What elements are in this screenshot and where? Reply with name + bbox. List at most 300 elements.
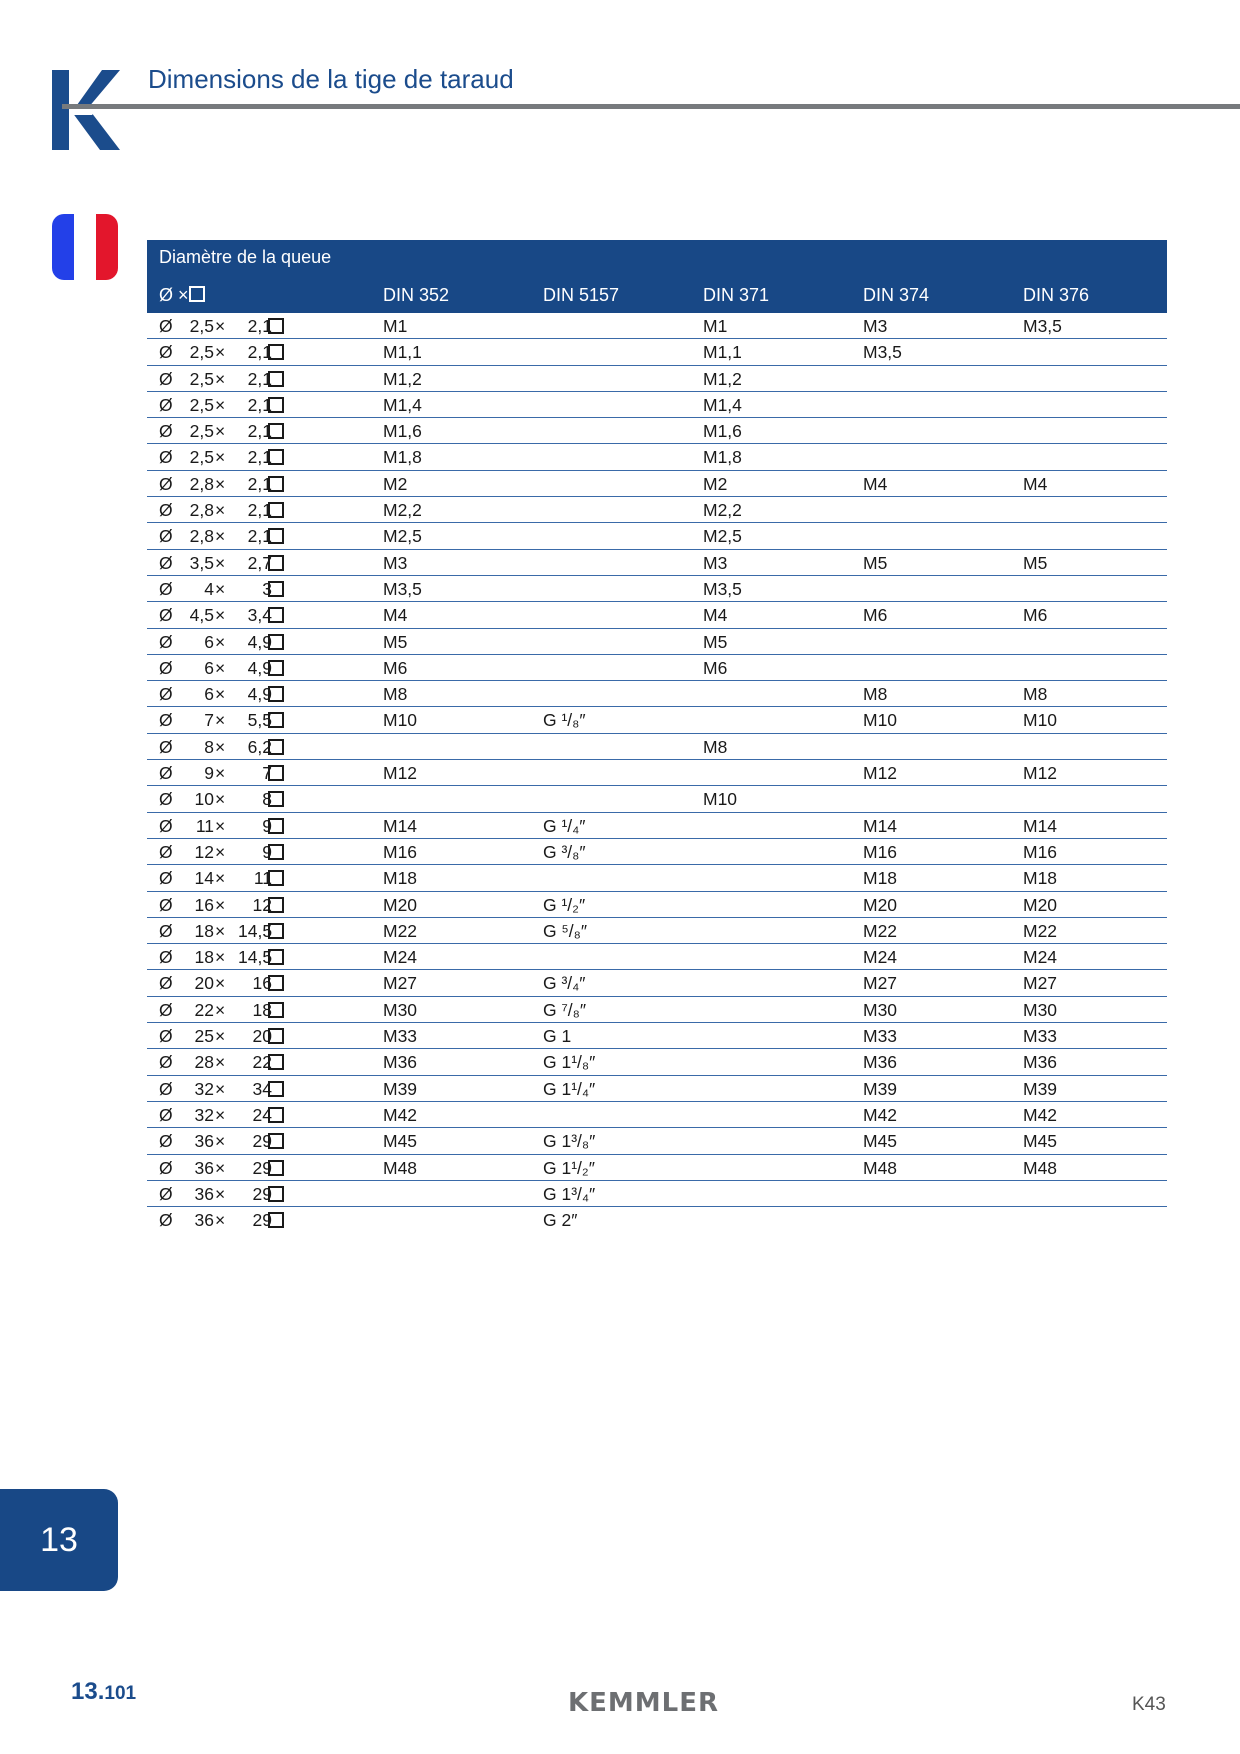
column-header-din371: DIN 371 — [703, 285, 770, 305]
din376-cell: M3,5 — [1023, 316, 1062, 336]
square-icon — [268, 555, 284, 576]
square-size: 16 — [252, 973, 272, 994]
din376-cell: M5 — [1023, 552, 1048, 573]
square-size: 29 — [252, 1183, 272, 1204]
din352-cell: M1 — [383, 316, 408, 336]
table-row — [147, 1102, 1167, 1128]
times-symbol: × — [215, 868, 226, 889]
shank-diameter: 32 — [194, 1104, 214, 1125]
din352-cell: M48 — [383, 1157, 418, 1178]
shank-diameter: 6 — [204, 631, 214, 652]
shank-diameter: 36 — [194, 1210, 214, 1231]
din5157-cell: G 1³/₈″ — [543, 1131, 596, 1152]
din352-cell: M1,8 — [383, 447, 422, 468]
square-icon — [268, 607, 284, 628]
din371-cell: M3,5 — [703, 578, 742, 599]
table-row — [147, 1128, 1167, 1154]
table-row — [147, 892, 1167, 918]
times-symbol: × — [215, 894, 226, 915]
diameter-symbol: Ø — [159, 316, 173, 336]
shank-diameter: 4,5 — [189, 605, 214, 626]
times-symbol: × — [215, 815, 226, 836]
diameter-symbol: Ø — [159, 1183, 173, 1204]
din376-cell: M39 — [1023, 1078, 1058, 1099]
table-row — [147, 523, 1167, 549]
table-row — [147, 471, 1167, 497]
table-row — [147, 339, 1167, 365]
page-number-major: 13. — [71, 1678, 105, 1705]
din374-cell: M24 — [863, 947, 898, 968]
din374-cell: M14 — [863, 815, 898, 836]
din5157-cell: G ³/₈″ — [543, 841, 586, 862]
square-icon — [268, 660, 284, 681]
square-icon — [268, 1107, 284, 1128]
diameter-symbol: Ø — [159, 710, 173, 731]
times-symbol: × — [215, 657, 226, 678]
times-symbol: × — [215, 1078, 226, 1099]
square-icon — [268, 949, 284, 970]
din5157-cell: G 1¹/₄″ — [543, 1078, 596, 1099]
square-icon — [268, 765, 284, 786]
din352-cell: M3,5 — [383, 578, 422, 599]
square-icon — [268, 502, 284, 523]
diameter-symbol: Ø — [159, 631, 173, 652]
din374-cell: M27 — [863, 973, 898, 994]
page-number — [71, 1678, 136, 1706]
shank-diameter: 7 — [204, 710, 214, 731]
diameter-symbol: Ø — [159, 526, 173, 547]
din5157-cell: G 1³/₄″ — [543, 1183, 596, 1204]
shank-diameter: 18 — [194, 920, 214, 941]
square-size: 2,1 — [247, 447, 272, 468]
din376-cell: M22 — [1023, 920, 1058, 941]
column-header-row — [147, 285, 1167, 309]
din376-cell: M6 — [1023, 605, 1048, 626]
dimension-header-label: Ø × — [159, 285, 189, 305]
din352-cell: M45 — [383, 1131, 418, 1152]
din352-cell: M1,1 — [383, 342, 422, 363]
shank-dimensions-table — [147, 240, 1167, 1232]
shank-diameter: 11 — [195, 815, 214, 836]
page-title: Dimensions de la tige de taraud — [148, 64, 514, 94]
diameter-symbol: Ø — [159, 736, 173, 757]
din352-cell: M14 — [383, 815, 418, 836]
din352-cell: M1,2 — [383, 368, 422, 389]
times-symbol: × — [215, 789, 226, 810]
shank-diameter: 36 — [194, 1183, 214, 1204]
shank-diameter: 36 — [194, 1131, 214, 1152]
din352-cell: M4 — [383, 605, 408, 626]
table-row — [147, 1207, 1167, 1232]
din352-cell: M1,4 — [383, 394, 422, 415]
diameter-symbol: Ø — [159, 1210, 173, 1231]
square-icon — [268, 975, 284, 996]
square-size: 11 — [253, 868, 272, 889]
shank-diameter: 4 — [204, 578, 214, 599]
table-body — [147, 313, 1167, 1232]
square-size: 2,1 — [247, 421, 272, 442]
diameter-symbol: Ø — [159, 657, 173, 678]
times-symbol: × — [215, 316, 226, 336]
table-row — [147, 497, 1167, 523]
table-row — [147, 366, 1167, 392]
times-symbol: × — [215, 552, 226, 573]
shank-diameter: 25 — [194, 1026, 214, 1047]
din374-cell: M5 — [863, 552, 888, 573]
times-symbol: × — [215, 999, 226, 1020]
table-row — [147, 550, 1167, 576]
din5157-cell: G ⁷/₈″ — [543, 999, 587, 1020]
table-row — [147, 1155, 1167, 1181]
times-symbol: × — [215, 920, 226, 941]
table-row — [147, 681, 1167, 707]
times-symbol: × — [215, 947, 226, 968]
din376-cell: M27 — [1023, 973, 1058, 994]
shank-diameter: 6 — [204, 657, 214, 678]
diameter-symbol: Ø — [159, 605, 173, 626]
column-header-din374: DIN 374 — [863, 285, 930, 305]
din371-cell: M1 — [703, 316, 728, 336]
square-size: 22 — [252, 1052, 272, 1073]
table-row — [147, 997, 1167, 1023]
table-row — [147, 865, 1167, 891]
table-row — [147, 734, 1167, 760]
times-symbol: × — [215, 394, 226, 415]
times-symbol: × — [215, 421, 226, 442]
din376-cell: M20 — [1023, 894, 1058, 915]
square-size: 29 — [252, 1131, 272, 1152]
din374-cell: M33 — [863, 1026, 898, 1047]
square-icon — [268, 791, 284, 812]
catalog-code: K43 — [1132, 1694, 1166, 1715]
square-icon — [268, 1081, 284, 1102]
din376-cell: M42 — [1023, 1104, 1058, 1125]
din376-cell: M24 — [1023, 947, 1058, 968]
table-row — [147, 839, 1167, 865]
square-size: 14,5 — [238, 947, 273, 968]
square-size: 29 — [252, 1157, 272, 1178]
din374-cell: M16 — [863, 841, 898, 862]
din374-cell: M30 — [863, 999, 898, 1020]
din371-cell: M4 — [703, 605, 728, 626]
shank-diameter: 8 — [204, 736, 214, 757]
column-header-din352: DIN 352 — [383, 285, 450, 305]
din376-cell: M36 — [1023, 1052, 1058, 1073]
table-row — [147, 1049, 1167, 1075]
title-rule — [62, 104, 1240, 109]
table-row — [147, 602, 1167, 628]
table-row — [147, 970, 1167, 996]
brand-wordmark: KEMMLER — [568, 1688, 720, 1718]
shank-diameter: 2,8 — [189, 526, 214, 547]
square-size: 6,2 — [247, 736, 272, 757]
square-icon — [268, 1028, 284, 1049]
din376-cell: M33 — [1023, 1026, 1058, 1047]
shank-diameter: 10 — [194, 789, 214, 810]
square-size: 18 — [252, 999, 272, 1020]
din352-cell: M2 — [383, 473, 408, 494]
din5157-cell: G ¹/₄″ — [543, 815, 586, 836]
square-size: 29 — [252, 1210, 272, 1231]
din374-cell: M8 — [863, 684, 888, 705]
shank-diameter: 2,5 — [189, 447, 214, 468]
square-icon — [268, 818, 284, 839]
shank-diameter: 2,5 — [189, 394, 214, 415]
din352-cell: M22 — [383, 920, 418, 941]
shank-diameter: 14 — [194, 868, 214, 889]
shank-diameter: 16 — [194, 894, 214, 915]
column-header-din5157: DIN 5157 — [543, 285, 620, 305]
din376-cell: M4 — [1023, 473, 1048, 494]
square-icon — [268, 581, 284, 602]
din376-cell: M14 — [1023, 815, 1058, 836]
diameter-symbol: Ø — [159, 1131, 173, 1152]
din352-cell: M5 — [383, 631, 408, 652]
square-size: 24 — [252, 1104, 272, 1125]
square-size: 2,1 — [247, 500, 272, 521]
square-size: 34 — [252, 1078, 272, 1099]
page-number-minor: 101 — [104, 1683, 137, 1704]
square-icon — [268, 528, 284, 549]
times-symbol: × — [215, 447, 226, 468]
din374-cell: M22 — [863, 920, 898, 941]
din352-cell: M20 — [383, 894, 418, 915]
diameter-symbol: Ø — [159, 1157, 173, 1178]
diameter-symbol: Ø — [159, 1078, 173, 1099]
square-size: 2,7 — [247, 552, 272, 573]
din371-cell: M5 — [703, 631, 728, 652]
diameter-symbol: Ø — [159, 1026, 173, 1047]
diameter-symbol: Ø — [159, 1104, 173, 1125]
times-symbol: × — [215, 763, 226, 784]
times-symbol: × — [215, 473, 226, 494]
diameter-symbol: Ø — [159, 789, 173, 810]
square-size: 8 — [262, 789, 272, 810]
diameter-symbol: Ø — [159, 894, 173, 915]
shank-diameter: 2,5 — [189, 342, 214, 363]
table-row — [147, 813, 1167, 839]
din5157-cell: G 1 — [543, 1026, 572, 1047]
table-caption: Diamètre de la queue — [159, 247, 332, 267]
chapter-tab — [0, 1489, 118, 1591]
square-icon — [268, 870, 284, 891]
square-icon — [268, 897, 284, 918]
din5157-cell: G ³/₄″ — [543, 973, 586, 994]
shank-diameter: 28 — [194, 1052, 214, 1073]
din374-cell: M18 — [863, 868, 898, 889]
din376-cell: M16 — [1023, 841, 1058, 862]
square-size: 4,9 — [247, 657, 272, 678]
din5157-cell: G 1¹/₈″ — [543, 1052, 596, 1073]
diameter-symbol: Ø — [159, 815, 173, 836]
times-symbol: × — [215, 841, 226, 862]
diameter-symbol: Ø — [159, 1052, 173, 1073]
din376-cell: M48 — [1023, 1157, 1058, 1178]
square-icon — [268, 1160, 284, 1181]
din374-cell: M20 — [863, 894, 898, 915]
table-row — [147, 944, 1167, 970]
square-size: 4,9 — [247, 684, 272, 705]
diameter-symbol: Ø — [159, 947, 173, 968]
square-icon — [268, 1002, 284, 1023]
din376-cell: M10 — [1023, 710, 1058, 731]
times-symbol: × — [215, 631, 226, 652]
square-size: 2,1 — [247, 473, 272, 494]
square-size: 5,5 — [247, 710, 272, 731]
din352-cell: M36 — [383, 1052, 418, 1073]
din371-cell: M8 — [703, 736, 728, 757]
square-icon — [268, 476, 284, 497]
table-row — [147, 918, 1167, 944]
diameter-symbol: Ø — [159, 841, 173, 862]
din371-cell: M1,6 — [703, 421, 742, 442]
times-symbol: × — [215, 1210, 226, 1231]
din371-cell: M1,8 — [703, 447, 742, 468]
din352-cell: M2,5 — [383, 526, 422, 547]
square-icon — [268, 344, 284, 365]
square-icon — [268, 423, 284, 444]
table-row — [147, 629, 1167, 655]
diameter-symbol: Ø — [159, 973, 173, 994]
shank-diameter: 32 — [194, 1078, 214, 1099]
shank-diameter: 12 — [194, 841, 214, 862]
times-symbol: × — [215, 500, 226, 521]
square-size: 7 — [262, 763, 272, 784]
times-symbol: × — [215, 684, 226, 705]
square-icon — [268, 371, 284, 392]
din352-cell: M12 — [383, 763, 418, 784]
din352-cell: M30 — [383, 999, 418, 1020]
times-symbol: × — [215, 1183, 226, 1204]
din352-cell: M6 — [383, 657, 408, 678]
din374-cell: M6 — [863, 605, 888, 626]
square-size: 9 — [262, 815, 272, 836]
square-size: 4,9 — [247, 631, 272, 652]
diameter-symbol: Ø — [159, 552, 173, 573]
table-row — [147, 392, 1167, 418]
din352-cell: M8 — [383, 684, 408, 705]
square-icon — [268, 1186, 284, 1207]
square-icon — [268, 397, 284, 418]
din374-cell: M12 — [863, 763, 898, 784]
shank-diameter: 2,5 — [189, 368, 214, 389]
square-size: 2,1 — [247, 368, 272, 389]
square-size: 14,5 — [238, 920, 273, 941]
kemmler-k-logo — [52, 70, 120, 150]
table-row — [147, 760, 1167, 786]
shank-diameter: 18 — [194, 947, 214, 968]
shank-diameter: 6 — [204, 684, 214, 705]
diameter-symbol: Ø — [159, 473, 173, 494]
din352-cell: M42 — [383, 1104, 418, 1125]
din374-cell: M48 — [863, 1157, 898, 1178]
shank-diameter: 9 — [204, 763, 214, 784]
square-icon — [268, 923, 284, 944]
shank-diameter: 20 — [194, 973, 214, 994]
table-row — [147, 418, 1167, 444]
shank-diameter: 22 — [194, 999, 214, 1020]
table-header — [147, 240, 1167, 313]
square-icon — [268, 739, 284, 760]
din374-cell: M36 — [863, 1052, 898, 1073]
diameter-symbol: Ø — [159, 447, 173, 468]
table-row — [147, 444, 1167, 470]
times-symbol: × — [215, 368, 226, 389]
times-symbol: × — [215, 1157, 226, 1178]
din371-cell: M1,2 — [703, 368, 742, 389]
din376-cell: M12 — [1023, 763, 1058, 784]
times-symbol: × — [215, 605, 226, 626]
diameter-symbol: Ø — [159, 421, 173, 442]
diameter-symbol: Ø — [159, 763, 173, 784]
times-symbol: × — [215, 1131, 226, 1152]
square-icon — [268, 1054, 284, 1075]
din5157-cell: G ⁵/₈″ — [543, 920, 588, 941]
france-flag-icon — [52, 214, 118, 280]
square-icon — [268, 318, 284, 339]
square-size: 3,4 — [247, 605, 272, 626]
din352-cell: M16 — [383, 841, 418, 862]
diameter-symbol: Ø — [159, 920, 173, 941]
diameter-symbol: Ø — [159, 578, 173, 599]
shank-diameter: 2,5 — [189, 421, 214, 442]
column-header-din376: DIN 376 — [1023, 285, 1090, 305]
square-size: 20 — [252, 1026, 272, 1047]
din352-cell: M27 — [383, 973, 418, 994]
din371-cell: M2,5 — [703, 526, 742, 547]
square-icon — [268, 634, 284, 655]
times-symbol: × — [215, 736, 226, 757]
table-row — [147, 1023, 1167, 1049]
square-icon — [268, 449, 284, 470]
shank-diameter: 3,5 — [189, 552, 214, 573]
times-symbol: × — [215, 710, 226, 731]
din5157-cell: G ¹/₈″ — [543, 710, 586, 731]
diameter-symbol: Ø — [159, 868, 173, 889]
diameter-symbol: Ø — [159, 394, 173, 415]
din374-cell: M3 — [863, 316, 888, 336]
square-icon — [268, 844, 284, 865]
shank-diameter: 36 — [194, 1157, 214, 1178]
square-size: 2,1 — [247, 394, 272, 415]
times-symbol: × — [215, 1104, 226, 1125]
square-icon — [189, 286, 205, 302]
times-symbol: × — [215, 526, 226, 547]
din5157-cell: G 2″ — [543, 1210, 578, 1231]
table-row — [147, 576, 1167, 602]
din5157-cell: G ¹/₂″ — [543, 894, 586, 915]
din371-cell: M6 — [703, 657, 728, 678]
diameter-symbol: Ø — [159, 999, 173, 1020]
din374-cell: M42 — [863, 1104, 898, 1125]
din376-cell: M18 — [1023, 868, 1058, 889]
din374-cell: M4 — [863, 473, 888, 494]
square-size: 3 — [262, 578, 272, 599]
din374-cell: M45 — [863, 1131, 898, 1152]
din352-cell: M33 — [383, 1026, 418, 1047]
din376-cell: M30 — [1023, 999, 1058, 1020]
diameter-symbol: Ø — [159, 368, 173, 389]
chapter-tab-label: 13 — [40, 1520, 78, 1559]
times-symbol: × — [215, 578, 226, 599]
din371-cell: M2,2 — [703, 500, 742, 521]
square-icon — [268, 686, 284, 707]
square-size: 12 — [252, 894, 272, 915]
square-icon — [268, 1133, 284, 1154]
table-row — [147, 1181, 1167, 1207]
diameter-symbol: Ø — [159, 342, 173, 363]
din376-cell: M8 — [1023, 684, 1048, 705]
